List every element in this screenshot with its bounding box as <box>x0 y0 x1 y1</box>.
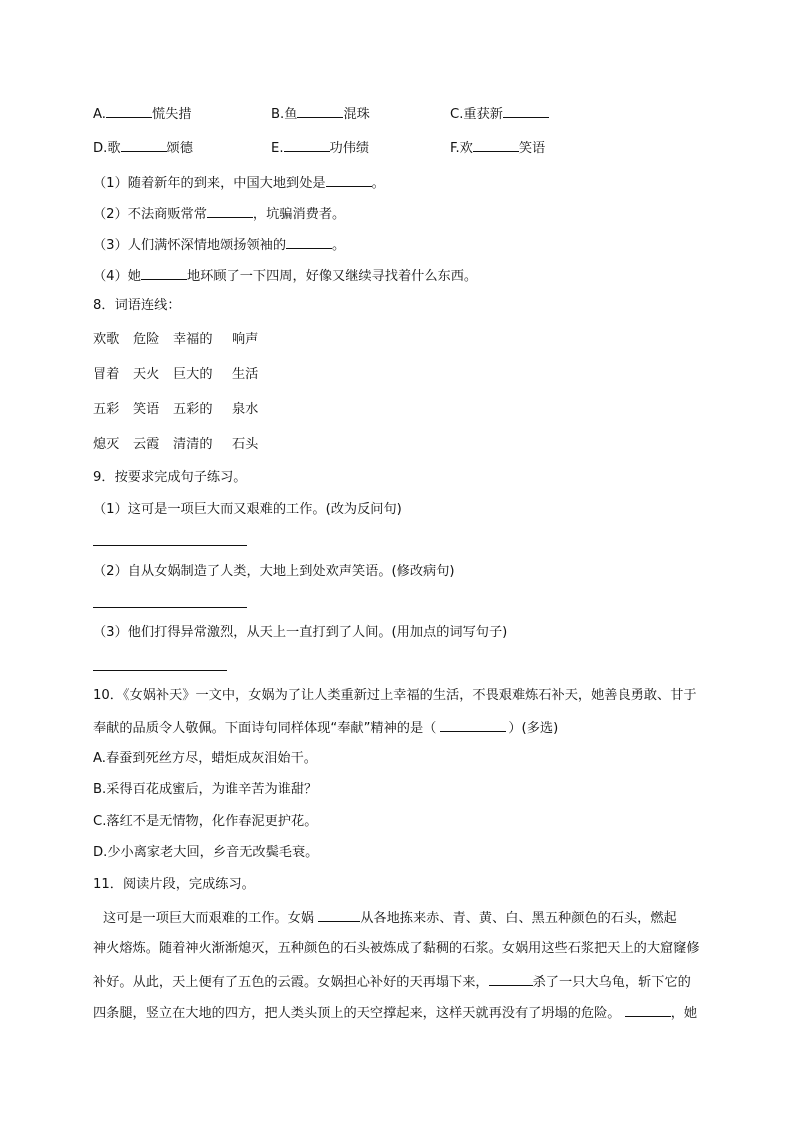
passage-text: 从各地拣来赤、青、黄、白、黑五种颜色的石头，燃起 <box>360 911 677 926</box>
q10-option-d[interactable]: D.少小离家老大回，乡音无改鬓毛衰。 <box>93 845 319 860</box>
fill-blank[interactable] <box>106 104 152 118</box>
option-text: C.重获新 <box>450 107 503 122</box>
q10-stem-line2 <box>93 718 558 738</box>
fill-blank[interactable] <box>503 104 549 118</box>
passage-text: ，她 <box>670 1006 698 1021</box>
fill-blank[interactable] <box>207 204 253 218</box>
q7-item-2 <box>93 204 345 224</box>
match-word[interactable]: 巨大的 <box>173 367 213 382</box>
answer-line[interactable] <box>93 607 247 608</box>
q10-option-c[interactable]: C.落红不是无情物，化作春泥更护花。 <box>93 814 318 829</box>
fill-blank[interactable] <box>141 266 187 280</box>
q9-item-2: （2）自从女娲制造了人类，大地上到处欢声笑语。(修改病句) <box>93 564 455 579</box>
option-d <box>93 138 193 158</box>
answer-line[interactable] <box>93 670 227 671</box>
match-word[interactable]: 云霞 <box>133 437 160 452</box>
match-word[interactable]: 冒着 <box>93 367 120 382</box>
fill-blank[interactable] <box>286 235 332 249</box>
q10-option-a[interactable]: A.春蚕到死丝方尽，蜡炬成灰泪始干。 <box>93 751 317 766</box>
option-text: E. <box>271 141 284 156</box>
q11-paragraph-line2: 神火熔炼。随着神火渐渐熄灭，五种颜色的石头被炼成了黏稠的石浆。女娲用这些石浆把天上的大窟窿修 <box>93 941 700 956</box>
option-text: A. <box>93 107 106 122</box>
item-text: （1）随着新年的到来，中国大地到处是 <box>93 176 326 191</box>
option-text: F.欢 <box>450 141 473 156</box>
passage-text: 杀了一只大乌龟，斩下它的 <box>532 975 691 990</box>
q10-stem-line1: 10．《女娲补天》一文中，女娲为了让人类重新过上幸福的生活，不畏艰难炼石补天，她善良勇敢、甘于 <box>93 688 697 703</box>
option-text: B.鱼 <box>271 107 298 122</box>
item-text: （3）人们满怀深情地颂扬领袖的 <box>93 238 287 253</box>
item-text: ，坑骗消费者。 <box>252 207 346 222</box>
item-text: 。 <box>332 238 346 253</box>
option-text: 笑语 <box>518 141 546 156</box>
fill-blank[interactable] <box>473 138 519 152</box>
option-text: 慌失措 <box>151 107 192 122</box>
q11-paragraph-line1 <box>103 908 677 928</box>
q9-title: 9．按要求完成句子练习。 <box>93 470 247 485</box>
option-text: 混珠 <box>343 107 370 122</box>
q11-paragraph-line3 <box>93 972 691 992</box>
option-f <box>450 138 545 158</box>
q7-item-4 <box>93 266 477 286</box>
option-text: 颂德 <box>166 141 193 156</box>
match-word[interactable]: 响声 <box>232 332 259 347</box>
match-word[interactable]: 泉水 <box>232 402 259 417</box>
q9-item-3: （3）他们打得异常激烈，从天上一直打到了人间。(用加点的词写句子) <box>93 625 508 640</box>
item-text: （4）她 <box>93 269 141 284</box>
match-word[interactable]: 生活 <box>232 367 259 382</box>
item-text: （2）不法商贩常常 <box>93 207 207 222</box>
match-word[interactable]: 欢歌 <box>93 332 120 347</box>
option-a <box>93 104 192 124</box>
match-word[interactable]: 天火 <box>133 367 160 382</box>
stem-text: 奉献的品质令人敬佩。下面诗句同样体现“奉献”精神的是（ <box>93 721 437 736</box>
q9-item-1: （1）这可是一项巨大而又艰难的工作。(改为反问句) <box>93 502 402 517</box>
match-word[interactable]: 熄灭 <box>93 437 120 452</box>
match-word[interactable]: 五彩 <box>93 402 120 417</box>
answer-line[interactable] <box>93 545 247 546</box>
stem-text: ）(多选) <box>508 721 559 736</box>
match-word[interactable]: 清清的 <box>173 437 213 452</box>
match-word[interactable]: 幸福的 <box>173 332 213 347</box>
fill-blank[interactable] <box>326 173 372 187</box>
fill-blank[interactable] <box>625 1003 671 1017</box>
option-text: 功伟绩 <box>329 141 370 156</box>
q7-item-1 <box>93 173 385 193</box>
fill-blank[interactable] <box>318 908 360 922</box>
fill-blank[interactable] <box>284 138 330 152</box>
match-word[interactable]: 危险 <box>133 332 160 347</box>
fill-blank[interactable] <box>297 104 343 118</box>
match-word[interactable]: 五彩的 <box>173 402 213 417</box>
q11-title: 11．阅读片段，完成练习。 <box>93 877 255 892</box>
q11-paragraph-line4 <box>93 1003 697 1023</box>
option-e <box>271 138 369 158</box>
item-text: 地环顾了一下四周，好像又继续寻找着什么东西。 <box>186 269 478 284</box>
option-text: D.歌 <box>93 141 121 156</box>
passage-text: 四条腿，竖立在大地的四方，把人类头顶上的天空撑起来，这样天就再没有了坍塌的危险。 <box>93 1006 625 1021</box>
fill-blank[interactable] <box>121 138 167 152</box>
passage-text: 补好。从此，天上便有了五色的云霞。女娲担心补好的天再塌下来， <box>93 975 489 990</box>
option-c <box>450 104 549 124</box>
option-b <box>271 104 370 124</box>
answer-blank[interactable] <box>440 718 506 732</box>
q7-item-3 <box>93 235 345 255</box>
passage-text: 这可是一项巨大而艰难的工作。女娲 <box>103 911 319 926</box>
item-text: 。 <box>371 176 385 191</box>
match-word[interactable]: 石头 <box>232 437 259 452</box>
fill-blank[interactable] <box>489 972 533 986</box>
q8-title: 8．词语连线： <box>93 298 181 313</box>
match-word[interactable]: 笑语 <box>133 402 160 417</box>
q10-option-b[interactable]: B.采得百花成蜜后，为谁辛苦为谁甜？ <box>93 782 318 797</box>
